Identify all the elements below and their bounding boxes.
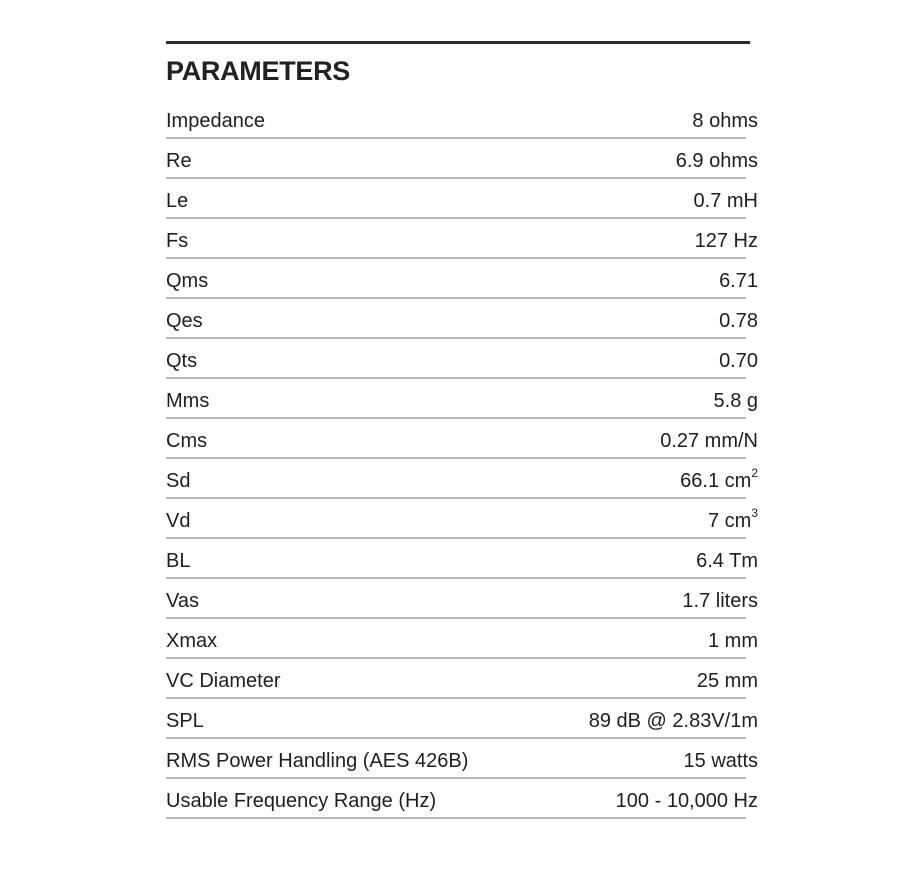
parameter-value: 66.1 $cm^2$: [680, 466, 758, 492]
parameter-rows: [166, 99, 758, 819]
parameter-label: Qes: [166, 310, 203, 332]
parameter-label: Vas: [166, 590, 199, 612]
parameter-value: 7 $cm^3$: [707, 506, 758, 532]
parameter-value: 100 - 10,000 Hz: [615, 790, 758, 812]
parameter-value: 8 ohms: [692, 110, 758, 132]
parameter-row-spl: [166, 699, 758, 739]
parameter-row-re: [166, 139, 758, 179]
parameter-label: Le: [166, 190, 189, 212]
parameter-value: 1.7 liters: [682, 590, 758, 612]
parameter-value: 0.78: [719, 310, 758, 332]
parameter-row-xmax: [166, 619, 758, 659]
top-divider: [166, 41, 750, 44]
parameter-row-qes: [166, 299, 758, 339]
parameter-label: Xmax: [166, 630, 218, 652]
parameter-label: Mms: [166, 390, 210, 412]
parameter-row-bl: [166, 539, 758, 579]
parameter-row-impedance: [166, 99, 758, 139]
parameter-row-vc-diameter: [166, 659, 758, 699]
parameter-label: Vd: [166, 510, 191, 532]
parameter-value: 6.4 Tm: [696, 550, 758, 572]
row-divider: [166, 817, 746, 819]
parameter-label: Sd: [166, 470, 191, 492]
parameter-label: RMS Power Handling (AES 426B): [166, 750, 469, 772]
parameter-row-rms-power: [166, 739, 758, 779]
parameter-label: Impedance: [166, 110, 265, 132]
parameter-label: Qts: [166, 350, 198, 372]
parameter-row-qts: [166, 339, 758, 379]
parameter-row-frequency-range: [166, 779, 758, 819]
parameter-label: Qms: [166, 270, 209, 292]
parameter-row-mms: [166, 379, 758, 419]
table-title: PARAMETERS: [166, 56, 351, 86]
parameter-label: Fs: [166, 230, 189, 252]
parameter-value: 127 Hz: [694, 230, 758, 252]
parameter-value: 6.9 ohms: [675, 150, 758, 172]
parameter-label: VC Diameter: [166, 670, 281, 692]
parameter-label: Re: [166, 150, 192, 172]
parameter-label: BL: [166, 550, 191, 572]
parameter-value: 0.7 mH: [693, 190, 758, 212]
parameter-row-sd: [166, 459, 758, 499]
parameter-row-cms: [166, 419, 758, 459]
parameter-row-vd: [166, 499, 758, 539]
parameter-value: 5.8 g: [713, 390, 758, 412]
parameter-row-qms: [166, 259, 758, 299]
parameter-label: Usable Frequency Range (Hz): [166, 790, 437, 812]
parameter-row-fs: [166, 219, 758, 259]
parameter-label: Cms: [166, 430, 208, 452]
parameter-row-vas: [166, 579, 758, 619]
parameter-value: 0.27 mm/N: [660, 430, 758, 452]
parameter-value: 15 watts: [683, 750, 758, 772]
parameter-row-le: [166, 179, 758, 219]
parameter-label: SPL: [166, 710, 204, 732]
parameter-value: 89 dB @ 2.83V/1m: [588, 710, 758, 732]
parameter-value: 0.70: [719, 350, 758, 372]
parameter-value: 25 mm: [696, 670, 758, 692]
parameter-value: 1 mm: [708, 630, 758, 652]
parameters-table: [166, 41, 758, 819]
parameter-value: 6.71: [719, 270, 758, 292]
